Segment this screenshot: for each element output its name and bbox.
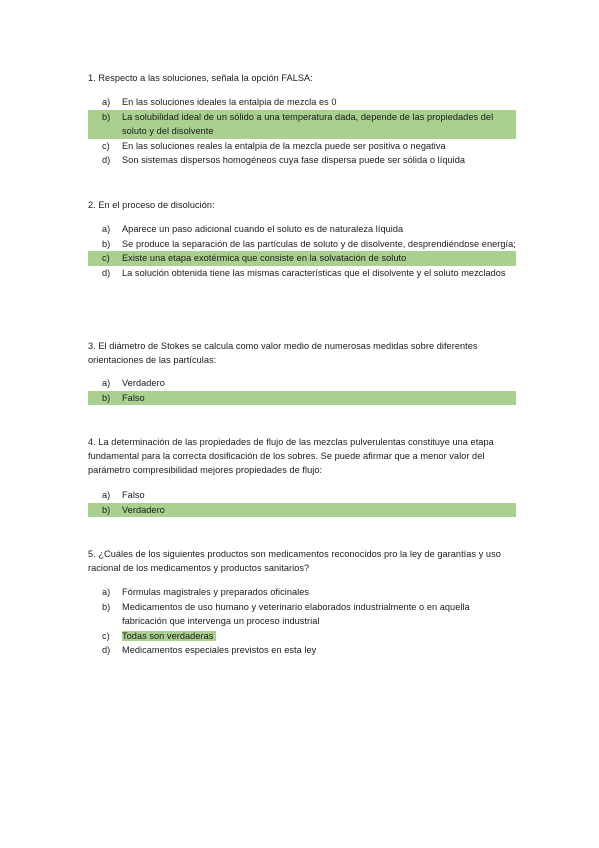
option-text: La solución obtenida tiene las mismas características que el disolvente y el soluto mezclados (122, 267, 506, 278)
option-list (88, 585, 520, 658)
option-d (88, 643, 516, 658)
question-text: 2. En el proceso de disolución: (88, 200, 215, 210)
option-letter: c) (102, 140, 110, 151)
option-list (88, 222, 520, 280)
option-letter: d) (102, 645, 111, 655)
option-a (88, 222, 516, 237)
option-text: Falso (122, 490, 145, 500)
option-list (88, 376, 520, 405)
question-text: 4. La determinación de las propiedades de flujo de las mezclas pulverulentas constituye una etapa fundamental para la correcta dosificación de los sobres. Se puede afirmar que a menor valor del parámetro compresibilidad mejores propiedades de flujo: (88, 437, 494, 475)
option-text: Verdadero (122, 504, 165, 515)
option-text: La solubilidad ideal de un sólido a una temperatura dada, depende de las propiedades del soluto y del disolvente (122, 111, 494, 136)
option-b-highlighted (88, 391, 516, 406)
option-text: Medicamentos de uso humano y veterinario elaborados industrialmente o en aquella fabricación que intervenga un proceso industrial (122, 601, 470, 626)
option-letter: b) (102, 601, 111, 612)
question-text: 3. El diámetro de Stokes se calcula como valor medio de numerosas medidas sobre diferentes orientaciones de las partículas: (88, 341, 478, 365)
option-list (88, 95, 520, 168)
option-text: Todas son verdaderas (122, 631, 216, 641)
option-b-highlighted (88, 110, 516, 139)
option-letter: a) (102, 378, 111, 388)
option-text: En las soluciones ideales la entalpia de mezcla es 0 (122, 97, 337, 107)
option-letter: d) (102, 155, 111, 165)
option-text: Se produce la separación de las partículas de soluto y de disolvente, desprendiéndose energía; (122, 238, 516, 249)
option-d (88, 153, 516, 168)
option-d (88, 266, 516, 281)
option-letter: b) (102, 392, 111, 403)
option-text: Falso (122, 392, 145, 403)
option-letter: d) (102, 267, 111, 278)
option-text: Verdadero (122, 378, 165, 388)
option-c-highlighted (88, 629, 516, 644)
option-a (88, 376, 516, 391)
option-letter: a) (102, 224, 111, 234)
question-2 (88, 198, 520, 280)
option-letter: c) (102, 253, 110, 263)
option-c (88, 139, 516, 154)
option-b (88, 600, 516, 629)
option-letter: a) (102, 490, 111, 500)
question-3 (88, 339, 520, 405)
option-text: Fórmulas magistrales y preparados oficinales (122, 587, 310, 597)
option-b-highlighted (88, 503, 516, 518)
question-text: 1. Respecto a las soluciones, señala la opción FALSA: (88, 73, 313, 83)
option-letter: b) (102, 111, 111, 122)
question-text: 5. ¿Cuáles de los siguientes productos son medicamentos reconocidos pro la ley de garantías y uso racional de los medicamentos y productos sanitarios? (88, 549, 501, 573)
option-text: Son sistemas dispersos homogéneos cuya fase dispersa puede ser sólida o líquida (122, 155, 466, 165)
option-a (88, 488, 516, 503)
option-letter: b) (102, 238, 111, 249)
option-letter: a) (102, 587, 111, 597)
option-c-highlighted (88, 251, 516, 266)
question-5 (88, 547, 520, 658)
option-letter: b) (102, 504, 111, 515)
option-text: En las soluciones reales la entalpia de la mezcla puede ser positiva o negativa (122, 140, 446, 151)
option-letter: a) (102, 97, 111, 107)
question-1 (88, 71, 520, 168)
option-text: Existe una etapa exotérmica que consiste en la solvatación de soluto (122, 253, 407, 263)
question-4 (88, 435, 520, 517)
option-letter: c) (102, 630, 110, 641)
option-text: Medicamentos especiales previstos en esta ley (122, 645, 317, 655)
option-list (88, 488, 520, 517)
option-b (88, 237, 516, 252)
option-a (88, 585, 516, 600)
option-a (88, 95, 516, 110)
option-text: Aparece un paso adicional cuando el soluto es de naturaleza líquida (122, 224, 404, 234)
